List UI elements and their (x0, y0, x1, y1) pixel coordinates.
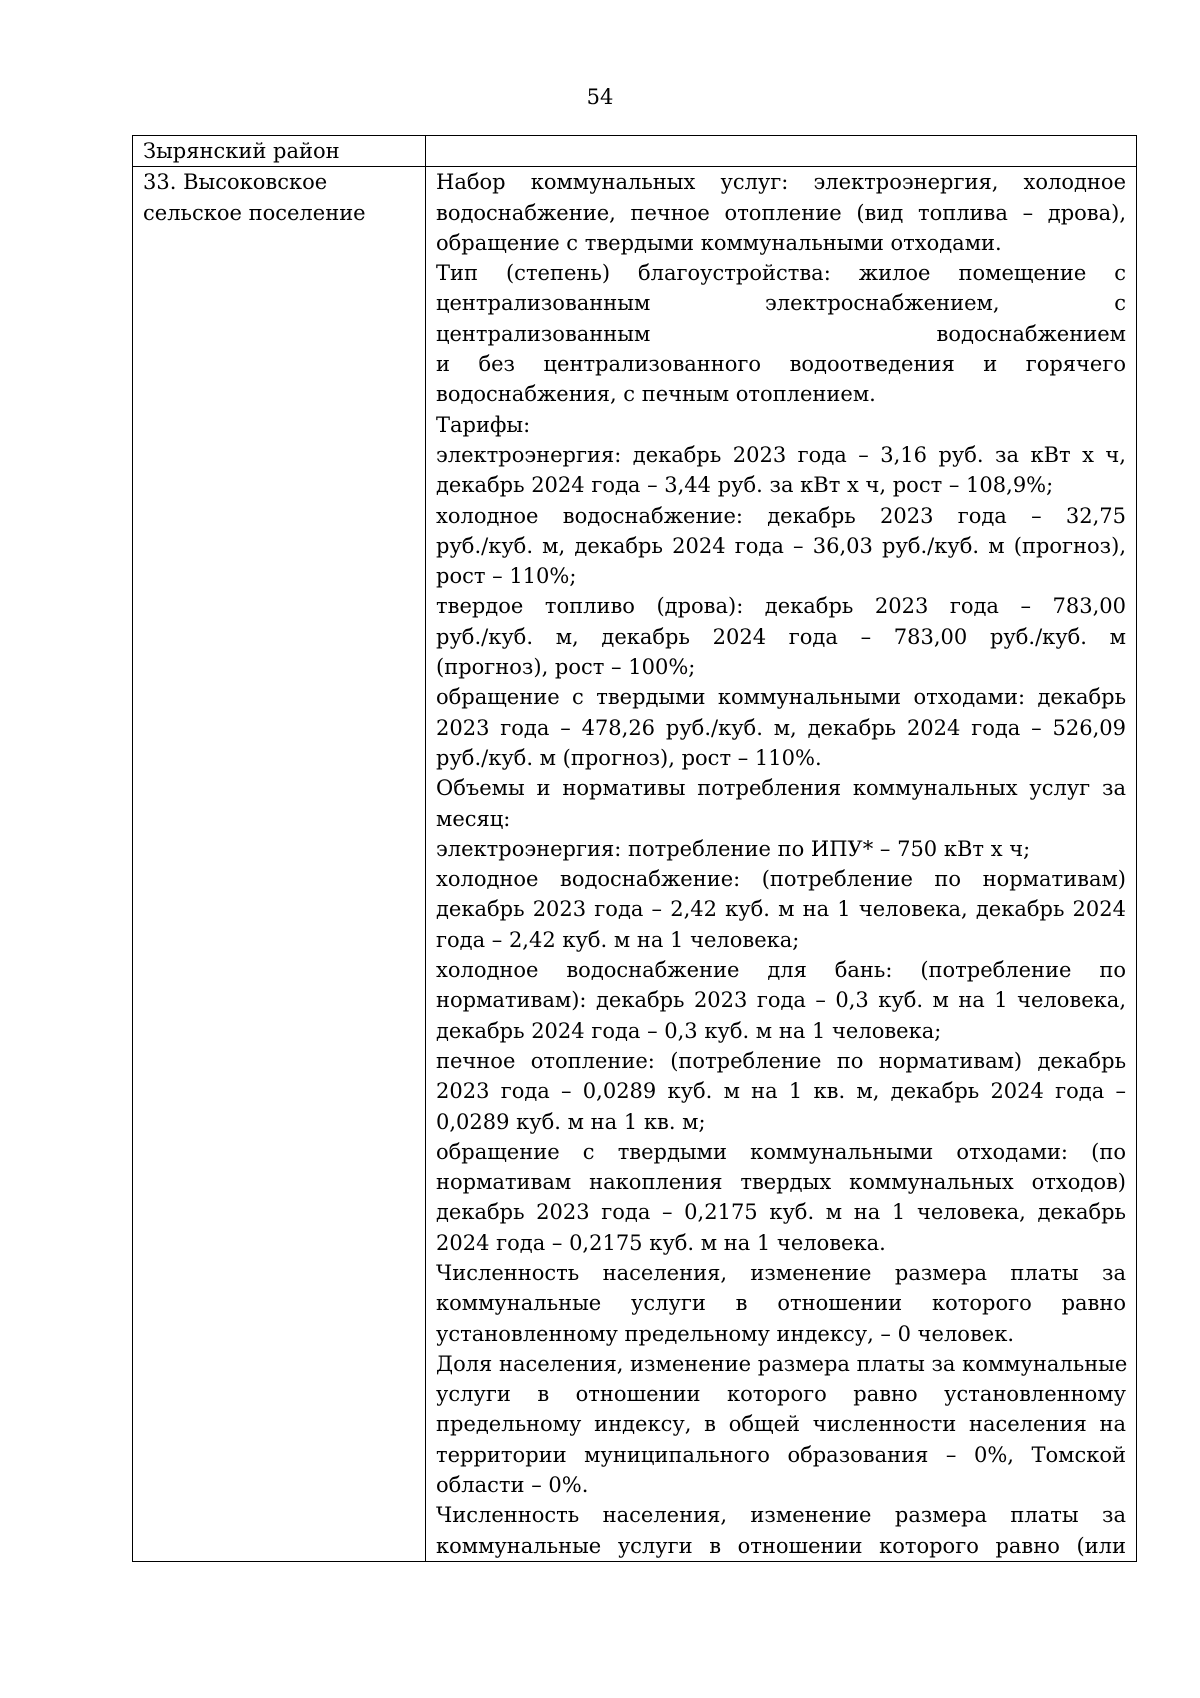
details-text-line: декабрь 2023 года – 2,42 куб. м на 1 человека, декабрь 2024 (436, 897, 1126, 922)
details-text-line: водоснабжения, с печным отоплением. (436, 382, 876, 407)
details-text-line: руб./куб. м, декабрь 2024 года – 36,03 руб./куб. м (прогноз), (436, 533, 1126, 558)
details-text-line: руб./куб. м (прогноз), рост – 110%. (436, 745, 822, 770)
details-text-line: коммунальные услуги в отношении которого равно (436, 1291, 1126, 1316)
details-text-line: твердое топливо (дрова): декабрь 2023 года – 783,00 (436, 594, 1126, 619)
details-text-line: Тарифы: (436, 412, 531, 437)
settlement-name-line: 33. Высоковское (143, 170, 328, 195)
details-text-line: электроэнергия: декабрь 2023 года – 3,16 руб. за кВт х ч, (436, 442, 1126, 467)
details-text-line: месяц: (436, 806, 511, 831)
details-text-line: области – 0%. (436, 1473, 589, 1498)
details-text-line: коммунальные услуги в отношении которого равно (или (436, 1533, 1126, 1558)
details-text-line: Тип (степень) благоустройства: жилое помещение с (436, 261, 1126, 286)
details-text-line: электроэнергия: потребление по ИПУ* – 750 кВт х ч; (436, 836, 1031, 861)
details-text-line: холодное водоснабжение: декабрь 2023 года – 32,75 (436, 503, 1126, 528)
details-text-line: года – 2,42 куб. м на 1 человека; (436, 927, 800, 952)
details-text-line: водоснабжение, печное отопление (вид топлива – дрова), (436, 200, 1126, 225)
details-text-line: централизованным электроснабжением, с (436, 291, 1126, 316)
settlement-row (133, 167, 1137, 1562)
details-text-line: нормативам накопления твердых коммунальных отходов) (436, 1170, 1126, 1195)
details-text-line: услуги в отношении которого равно установленному (436, 1382, 1126, 1407)
details-text-line: установленному предельному индексу, – 0 человек. (436, 1321, 1014, 1346)
details-text-line: холодное водоснабжение для бань: (потребление по (436, 958, 1126, 983)
details-text-line: централизованным водоснабжением (436, 321, 1126, 346)
details-text-line: предельному индексу, в общей численности населения на (436, 1412, 1126, 1437)
details-text-line: 2023 года – 478,26 руб./куб. м, декабрь 2024 года – 526,09 (436, 715, 1126, 740)
details-text-line: Набор коммунальных услуг: электроэнергия, холодное (436, 170, 1126, 195)
details-text-line: нормативам): декабрь 2023 года – 0,3 куб. м на 1 человека, (436, 988, 1126, 1013)
details-text-line: обращение с твердыми коммунальными отходами. (436, 230, 1002, 255)
details-text-line: рост – 110%; (436, 564, 577, 589)
details-text-line: 2024 года – 0,2175 куб. м на 1 человека. (436, 1230, 886, 1255)
details-text-line: обращение с твердыми коммунальными отходами: декабрь (436, 685, 1126, 710)
details-text-line: декабрь 2023 года – 0,2175 куб. м на 1 человека, декабрь (436, 1200, 1126, 1225)
details-text-line: 2023 года – 0,0289 куб. м на 1 кв. м, декабрь 2024 года – (436, 1079, 1126, 1104)
details-text-line: 0,0289 куб. м на 1 кв. м; (436, 1109, 706, 1134)
settlement-details-cell (426, 167, 1137, 1562)
details-text-line: печное отопление: (потребление по нормативам) декабрь (436, 1048, 1126, 1073)
district-cell: Зырянский район (133, 136, 426, 167)
details-text-line: Численность населения, изменение размера платы за (436, 1260, 1126, 1285)
details-text-line: декабрь 2024 года – 0,3 куб. м на 1 человека; (436, 1018, 942, 1043)
page-number: 54 (586, 85, 614, 109)
details-text-line: руб./куб. м, декабрь 2024 года – 783,00 руб./куб. м (436, 624, 1126, 649)
settlement-name-cell (133, 167, 426, 1562)
details-text-line: Объемы и нормативы потребления коммунальных услуг за (436, 776, 1126, 801)
tariff-table (132, 135, 1137, 1562)
details-text-line: и без централизованного водоотведения и горячего (436, 352, 1126, 377)
district-row (133, 136, 1137, 167)
details-text-line: (прогноз), рост – 100%; (436, 655, 696, 680)
details-text-line: обращение с твердыми коммунальными отходами: (по (436, 1139, 1126, 1164)
details-text-line: Доля населения, изменение размера платы за коммунальные (436, 1351, 1128, 1376)
details-text-line: территории муниципального образования – 0%, Томской (436, 1442, 1126, 1467)
details-text-line: холодное водоснабжение: (потребление по нормативам) (436, 867, 1126, 892)
district-empty-cell (426, 136, 1137, 167)
details-text-line: декабрь 2024 года – 3,44 руб. за кВт х ч, рост – 108,9%; (436, 473, 1054, 498)
settlement-name-line: сельское поселение (143, 200, 366, 225)
details-text-line: Численность населения, изменение размера платы за (436, 1503, 1126, 1528)
